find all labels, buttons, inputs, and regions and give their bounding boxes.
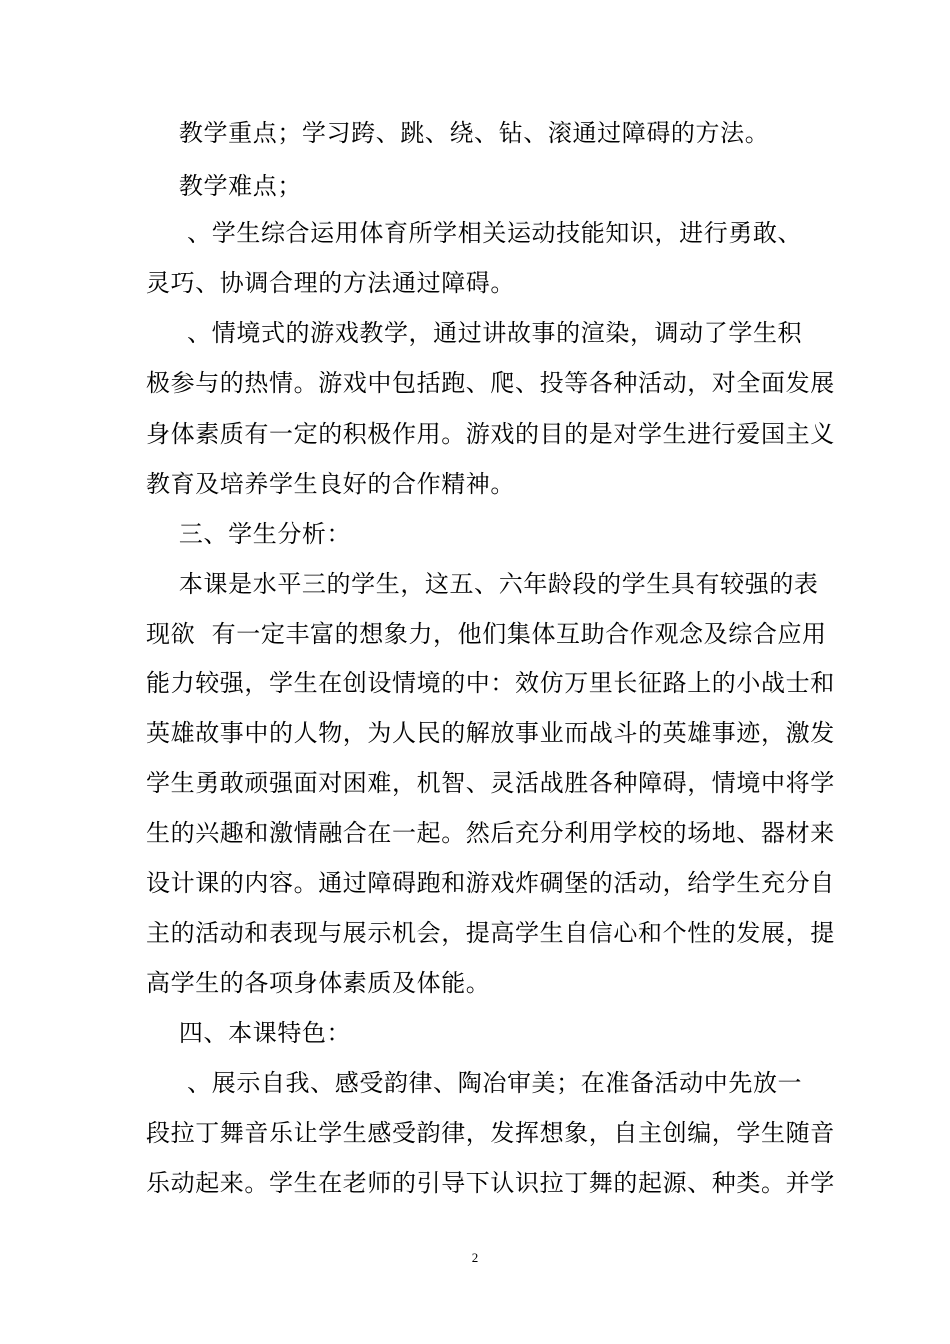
text-line: 段拉丁舞音乐让学生感受韵律，发挥想象，自主创编，学生随音 bbox=[146, 1119, 835, 1147]
text-line: 身体素质有一定的积极作用。游戏的目的是对学生进行爱国主义 bbox=[146, 420, 835, 448]
text-line: 本课是水平三的学生，这五、六年龄段的学生具有较强的表 bbox=[146, 570, 819, 598]
text-line: 现欲 有一定丰富的想象力，他们集体互助合作观念及综合应用 bbox=[146, 620, 827, 648]
text-line: 灵巧、协调合理的方法通过障碍。 bbox=[146, 269, 515, 297]
text-line: 、情境式的游戏教学，通过讲故事的渲染，调动了学生积 bbox=[146, 319, 803, 347]
text-line: 生的兴趣和激情融合在一起。然后充分利用学校的场地、器材来 bbox=[146, 819, 835, 847]
section-heading: 四、本课特色： bbox=[146, 1019, 352, 1047]
page-number: 2 bbox=[471, 1250, 479, 1265]
text-line: 、展示自我、感受韵律、陶冶审美；在准备活动中先放一 bbox=[146, 1069, 803, 1097]
text-line: 能力较强，学生在创设情境的中：效仿万里长征路上的小战士和 bbox=[146, 669, 835, 697]
text-line: 教学重点；学习跨、跳、绕、钻、滚通过障碍的方法。 bbox=[146, 119, 770, 147]
text-line: 、学生综合运用体育所学相关运动技能知识，进行勇敢、 bbox=[146, 219, 803, 247]
text-line: 教学难点； bbox=[146, 172, 302, 200]
text-line: 学生勇敢顽强面对困难，机智、灵活战胜各种障碍，情境中将学 bbox=[146, 769, 835, 797]
section-heading: 三、学生分析： bbox=[146, 520, 352, 548]
text-line: 极参与的热情。游戏中包括跑、爬、投等各种活动，对全面发展 bbox=[146, 369, 835, 397]
text-line: 乐动起来。学生在老师的引导下认识拉丁舞的起源、种类。并学 bbox=[146, 1169, 835, 1197]
text-line: 高学生的各项身体素质及体能。 bbox=[146, 969, 491, 997]
text-line: 设计课的内容。通过障碍跑和游戏炸碉堡的活动，给学生充分自 bbox=[146, 869, 835, 897]
text-line: 教育及培养学生良好的合作精神。 bbox=[146, 470, 515, 498]
text-line: 主的活动和表现与展示机会，提高学生自信心和个性的发展，提 bbox=[146, 919, 835, 947]
text-line: 英雄故事中的人物，为人民的解放事业而战斗的英雄事迹，激发 bbox=[146, 719, 835, 747]
